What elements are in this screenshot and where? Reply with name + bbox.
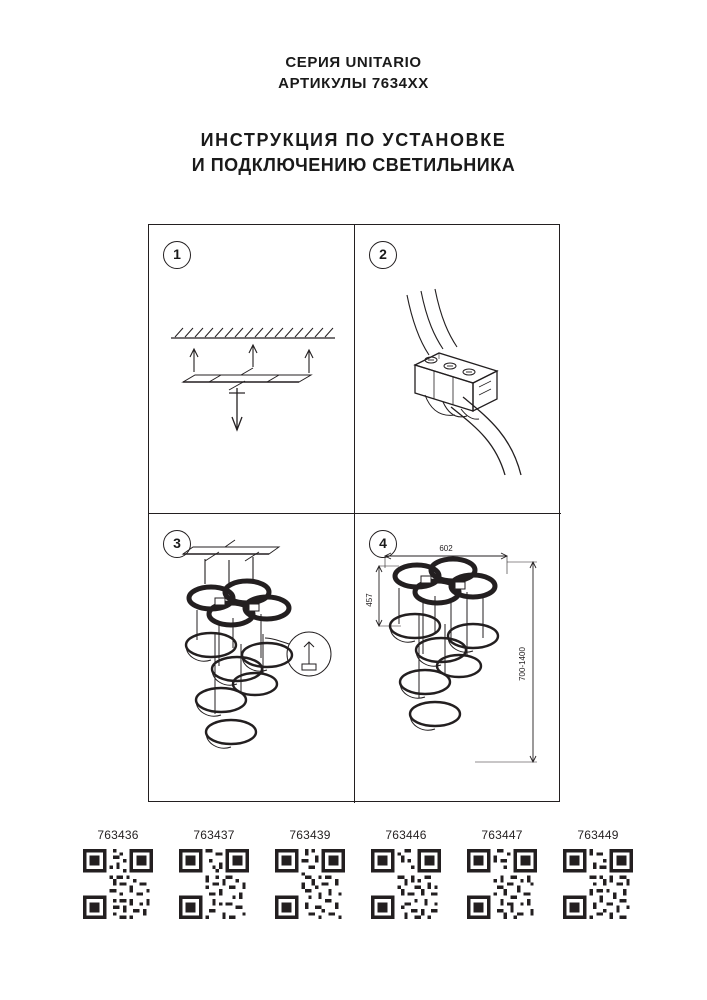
qr-code-icon bbox=[371, 849, 441, 919]
code-item bbox=[366, 828, 446, 919]
step-3-illustration bbox=[149, 514, 355, 803]
article-numbers: АРТИКУЛЫ 7634XX bbox=[278, 75, 429, 92]
dimension-width-label: 602 bbox=[439, 544, 453, 553]
step-2-illustration bbox=[355, 225, 561, 514]
step-panel-3 bbox=[149, 514, 355, 803]
product-code-label: 763439 bbox=[289, 828, 331, 842]
step-1-illustration bbox=[149, 225, 355, 514]
step-number-2: 2 bbox=[369, 241, 397, 269]
step-panel-1 bbox=[149, 225, 355, 514]
product-code-list bbox=[78, 828, 638, 919]
product-code-label: 763447 bbox=[481, 828, 523, 842]
page-title bbox=[0, 128, 707, 178]
qr-code-icon bbox=[83, 849, 153, 919]
series-title: СЕРИЯ UNITARIO bbox=[285, 54, 422, 71]
code-item bbox=[558, 828, 638, 919]
code-item bbox=[270, 828, 350, 919]
code-item bbox=[462, 828, 542, 919]
dimension-drop-label: 700-1400 bbox=[518, 647, 527, 681]
page-title-line-2: И ПОДКЛЮЧЕНИЮ СВЕТИЛЬНИКА bbox=[191, 155, 516, 175]
product-code-label: 763449 bbox=[577, 828, 619, 842]
step-number-3: 3 bbox=[163, 530, 191, 558]
product-code-label: 763437 bbox=[193, 828, 235, 842]
document-header bbox=[0, 52, 707, 94]
qr-code-icon bbox=[563, 849, 633, 919]
product-code-label: 763446 bbox=[385, 828, 427, 842]
code-item bbox=[78, 828, 158, 919]
step-number-4: 4 bbox=[369, 530, 397, 558]
step-number-1: 1 bbox=[163, 241, 191, 269]
qr-code-icon bbox=[179, 849, 249, 919]
dimension-height-label: 457 bbox=[365, 593, 374, 607]
code-item bbox=[174, 828, 254, 919]
step-4-illustration bbox=[355, 514, 561, 803]
product-code-label: 763436 bbox=[97, 828, 139, 842]
step-panel-2 bbox=[355, 225, 561, 514]
page-title-line-1: ИНСТРУКЦИЯ ПО УСТАНОВКЕ bbox=[200, 130, 507, 150]
steps-grid bbox=[148, 224, 560, 802]
qr-code-icon bbox=[275, 849, 345, 919]
qr-code-icon bbox=[467, 849, 537, 919]
step-panel-4 bbox=[355, 514, 561, 803]
